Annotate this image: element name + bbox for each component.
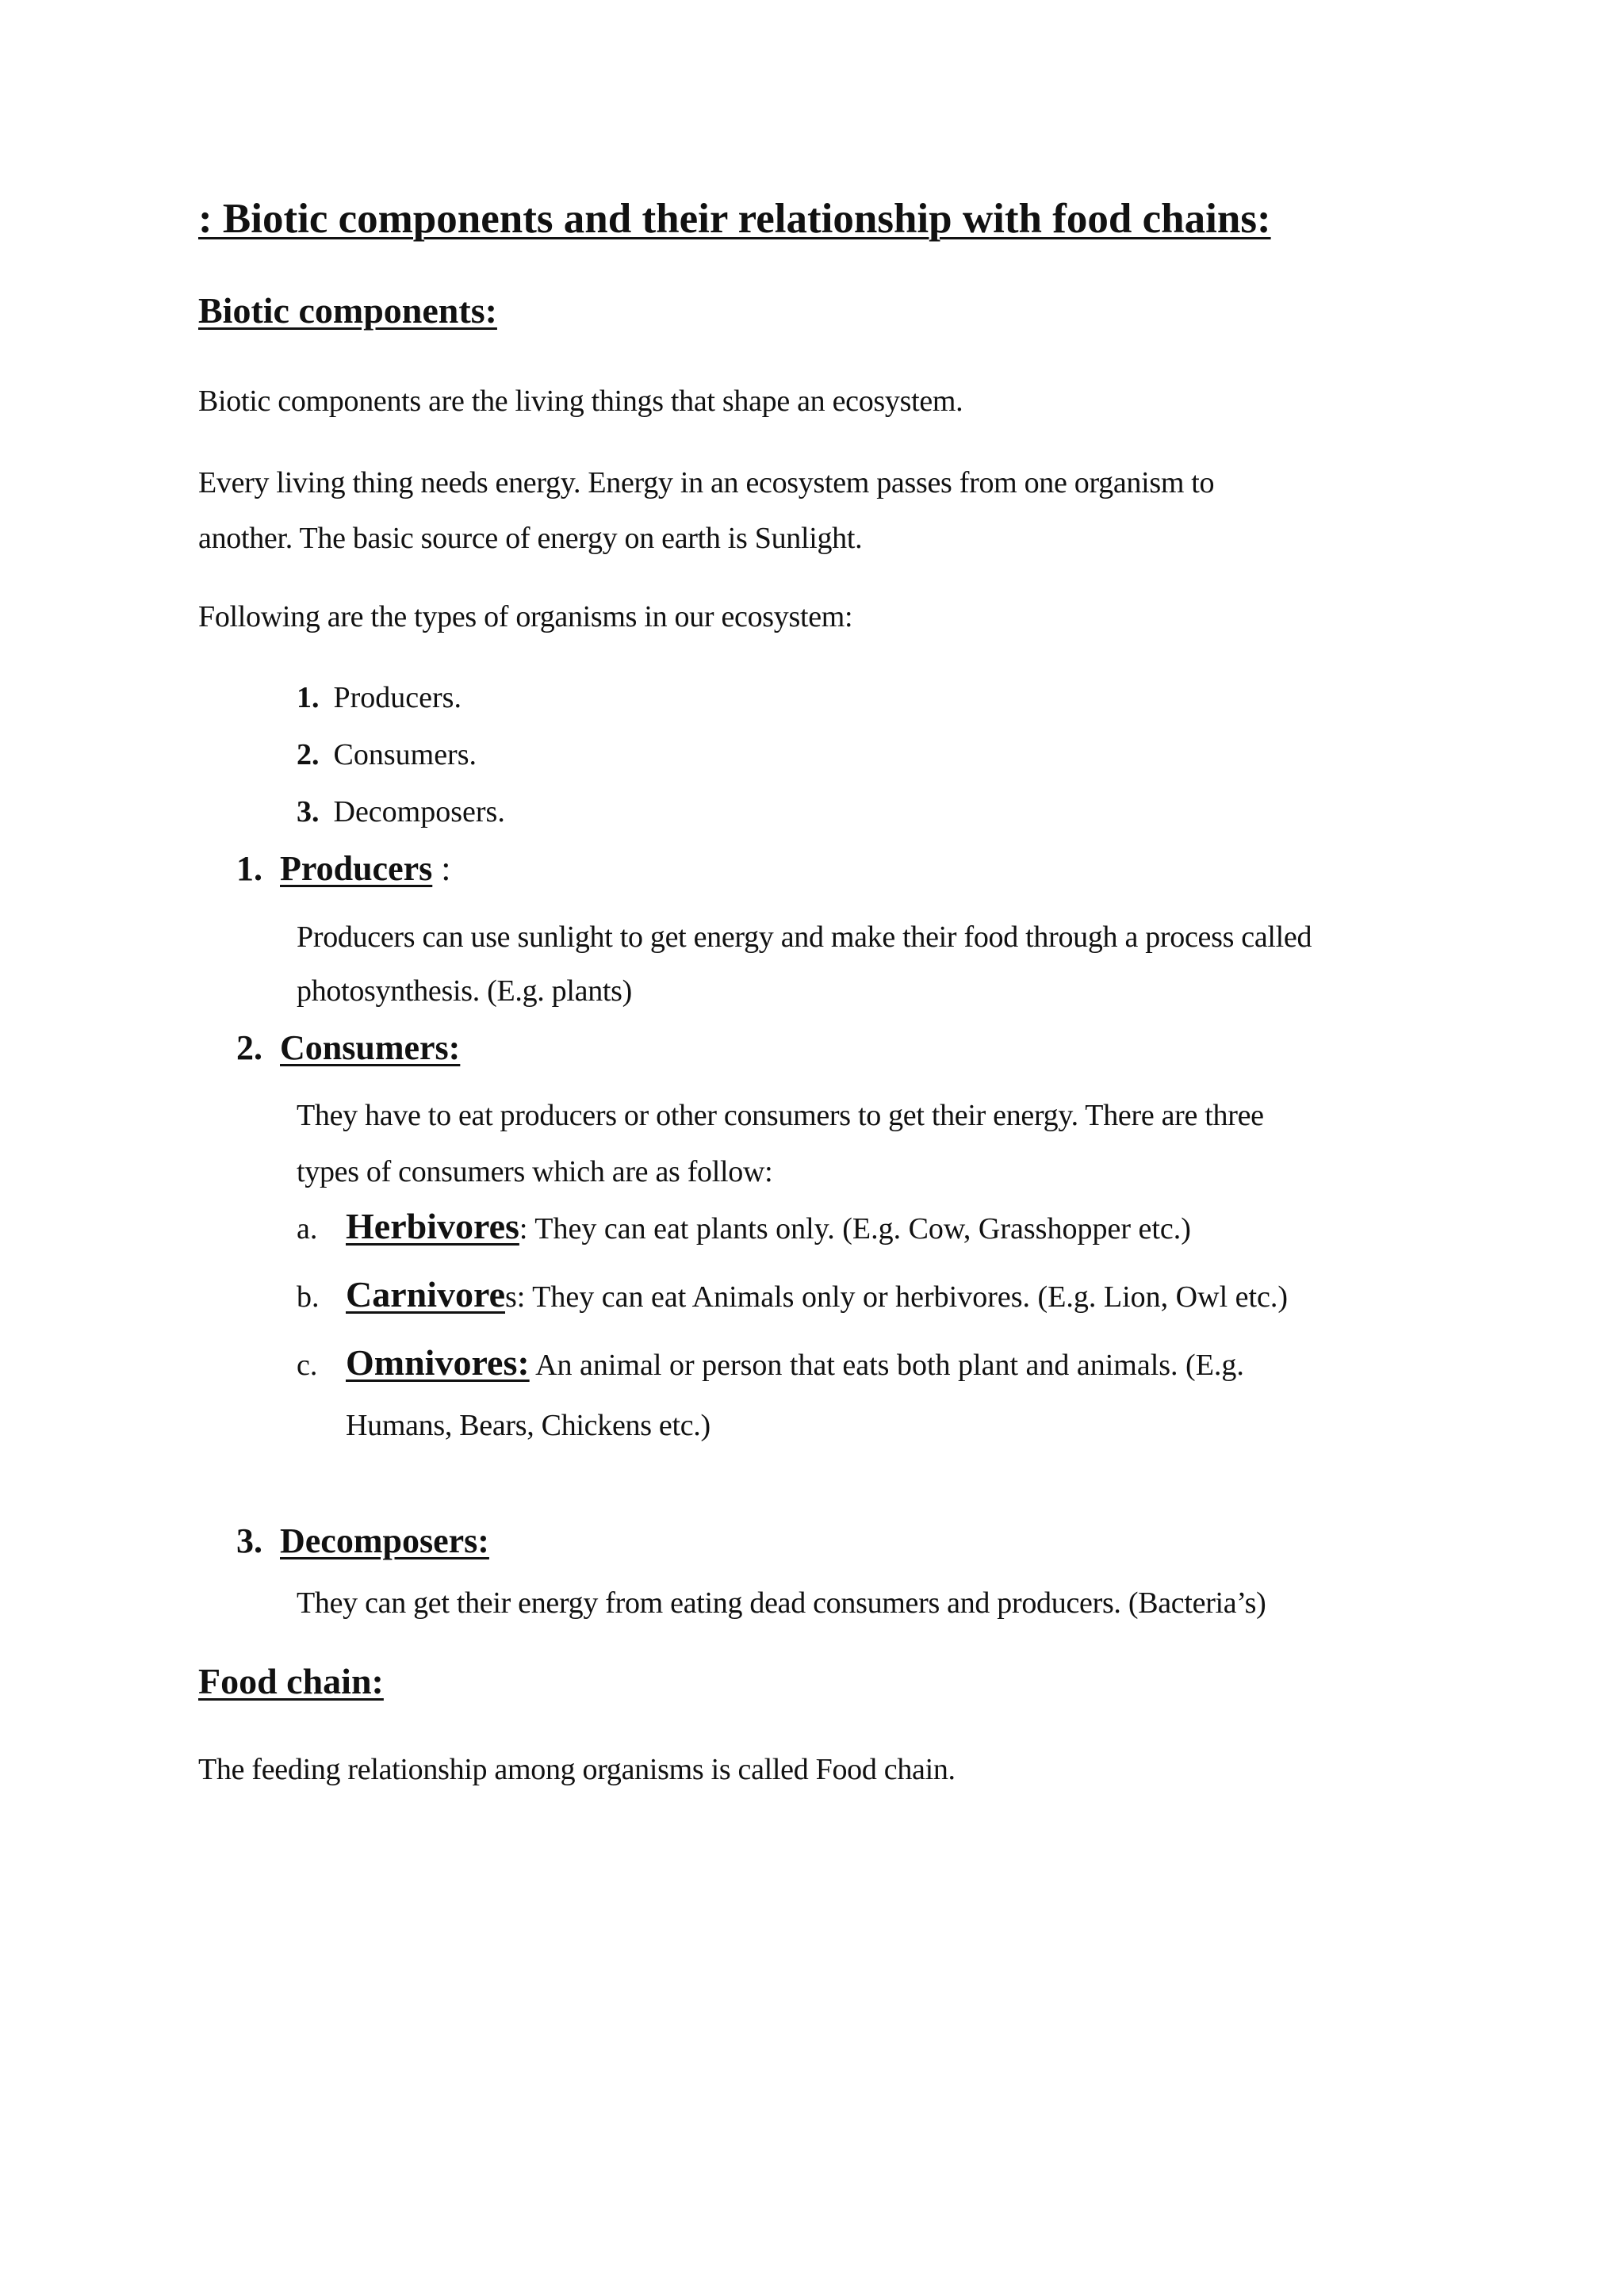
energy-paragraph-line-2: another. The basic source of energy on earth is Sunlight.: [198, 522, 863, 555]
page-title: : Biotic components and their relationship with food chains:: [198, 196, 1271, 242]
biotic-components-heading: Biotic components:: [198, 290, 497, 331]
decomposers-heading: Decomposers:: [280, 1521, 489, 1560]
list-label: Producers.: [333, 681, 462, 714]
consumer-type-carnivores: [297, 1273, 1288, 1315]
list-item: [297, 680, 462, 715]
herbivores-term: Herbivores: [346, 1206, 519, 1246]
biotic-definition: Biotic components are the living things that shape an ecosystem.: [198, 385, 963, 418]
food-chain-heading: Food chain:: [198, 1661, 384, 1701]
decomposers-text: They can get their energy from eating dead consumers and producers. (Bacteria’s): [297, 1586, 1266, 1620]
list-number: 1.: [297, 681, 320, 714]
list-label: Decomposers.: [333, 795, 505, 828]
list-item: [297, 737, 477, 772]
consumer-type-herbivores: [297, 1205, 1191, 1247]
carnivores-description: s: They can eat Animals only or herbivores. (E.g. Lion, Owl etc.): [505, 1280, 1289, 1314]
list-item: [297, 794, 505, 829]
list-letter: b.: [297, 1280, 320, 1314]
section-number: 1.: [236, 849, 262, 888]
producers-text-line-2: photosynthesis. (E.g. plants): [297, 974, 632, 1008]
producers-text-line-1: Producers can use sunlight to get energy and make their food through a process called: [297, 920, 1312, 954]
energy-paragraph-line-1: Every living thing needs energy. Energy in an ecosystem passes from one organism to: [198, 466, 1215, 499]
consumers-text-line-1: They have to eat producers or other consumers to get their energy. There are three: [297, 1099, 1264, 1132]
section-number: 3.: [236, 1521, 262, 1560]
producers-heading-row: [236, 848, 451, 889]
decomposers-heading-row: [236, 1521, 489, 1561]
organism-types-intro: Following are the types of organisms in our ecosystem:: [198, 600, 853, 633]
consumer-type-omnivores: [297, 1341, 1244, 1383]
omnivores-description-line-2: Humans, Bears, Chickens etc.): [346, 1409, 710, 1442]
list-letter: a.: [297, 1212, 318, 1246]
list-label: Consumers.: [333, 738, 477, 771]
food-chain-definition: The feeding relationship among organisms is called Food chain.: [198, 1753, 956, 1786]
herbivores-description: : They can eat plants only. (E.g. Cow, Grasshopper etc.): [519, 1212, 1191, 1246]
list-letter: c.: [297, 1349, 318, 1382]
omnivores-description: An animal or person that eats both plant and animals. (E.g.: [529, 1349, 1244, 1382]
consumers-text-line-2: types of consumers which are as follow:: [297, 1155, 773, 1188]
list-number: 2.: [297, 738, 320, 771]
producers-colon: :: [432, 849, 451, 888]
list-number: 3.: [297, 795, 320, 828]
producers-heading: Producers: [280, 849, 433, 888]
omnivores-term: Omnivores:: [346, 1342, 530, 1383]
consumers-heading-row: [236, 1027, 460, 1068]
section-number: 2.: [236, 1028, 262, 1067]
carnivores-term: Carnivore: [346, 1274, 506, 1314]
consumers-heading: Consumers:: [280, 1028, 461, 1067]
